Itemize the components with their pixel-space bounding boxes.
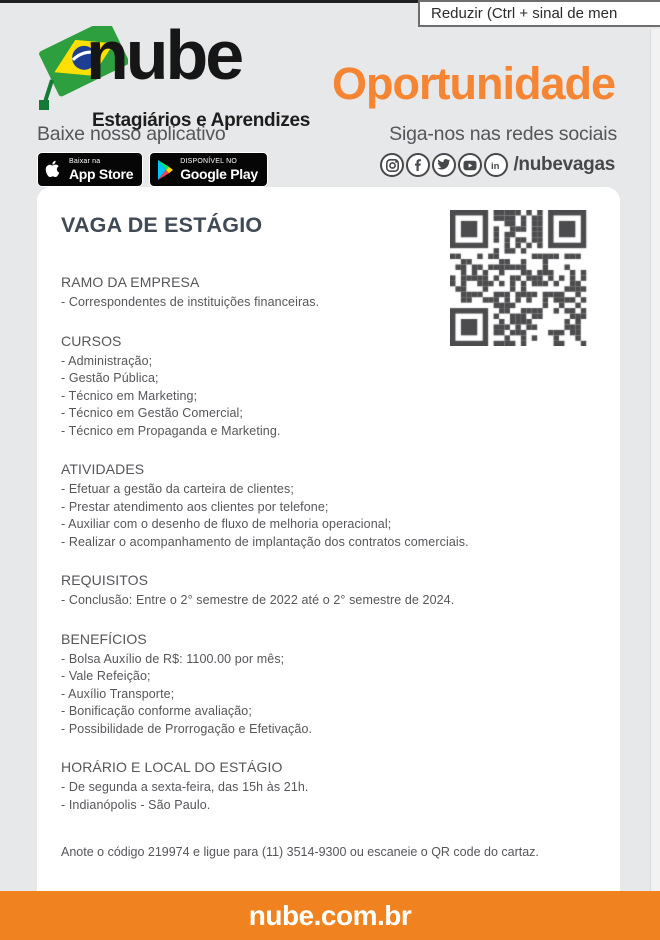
section-heading: HORÁRIO E LOCAL DO ESTÁGIO bbox=[61, 759, 283, 775]
app-store-badge-label: App Store bbox=[69, 166, 134, 182]
section-heading: RAMO DA EMPRESA bbox=[61, 274, 200, 290]
logo-tagline: Estagiários e Aprendizes bbox=[92, 110, 311, 131]
section-item: - Correspondentes de instituições financeiras. bbox=[61, 295, 320, 309]
google-play-badge[interactable] bbox=[149, 152, 268, 187]
apple-icon bbox=[45, 159, 63, 180]
footer-bar bbox=[0, 891, 660, 940]
section-item: - Realizar o acompanhamento de implantação dos contratos comerciais. bbox=[61, 534, 469, 549]
section-item: - Bonificação conforme avaliação; bbox=[61, 704, 252, 718]
section-item: - De segunda a sexta-feira, das 15h às 21h. bbox=[61, 780, 309, 794]
svg-text:in: in bbox=[490, 161, 500, 171]
poster-title: VAGA DE ESTÁGIO bbox=[61, 213, 263, 237]
zoom-out-tooltip bbox=[418, 0, 660, 27]
section-item: - Vale Refeição; bbox=[61, 669, 151, 683]
section-heading: ATIVIDADES bbox=[61, 461, 145, 477]
poster-section bbox=[61, 332, 451, 441]
vertical-scrollbar[interactable] bbox=[650, 29, 660, 891]
google-play-badge-label: Google Play bbox=[180, 166, 258, 182]
section-item: - Auxiliar com o desenho de fluxo de melhoria operacional; bbox=[61, 517, 392, 531]
opportunity-heading: Oportunidade bbox=[332, 58, 615, 109]
section-item: - Técnico em Gestão Comercial; bbox=[61, 406, 243, 420]
linkedin-icon[interactable] bbox=[484, 153, 508, 177]
footer-url: nube.com.br bbox=[248, 899, 412, 931]
social-handle: /nubevagas bbox=[513, 154, 615, 175]
twitter-icon[interactable] bbox=[432, 153, 456, 177]
poster-section bbox=[61, 758, 581, 814]
section-item: - Auxílio Transporte; bbox=[61, 686, 175, 701]
section-item: - Bolsa Auxílio de R$: 1100.00 por mês; bbox=[61, 651, 285, 666]
section-heading: REQUISITOS bbox=[61, 572, 149, 588]
section-item: - Técnico em Propaganda e Marketing. bbox=[61, 423, 281, 438]
window-top-edge bbox=[0, 0, 420, 3]
poster-section bbox=[61, 460, 581, 551]
facebook-icon[interactable] bbox=[406, 153, 430, 177]
section-heading: CURSOS bbox=[61, 332, 122, 349]
qr-code bbox=[450, 210, 590, 346]
store-badges bbox=[37, 152, 268, 187]
tooltip-text: Reduzir (Ctrl + sinal de men bbox=[431, 5, 618, 22]
poster-section bbox=[61, 630, 581, 739]
poster-sections bbox=[61, 273, 590, 814]
section-item: - Administração; bbox=[61, 353, 153, 368]
job-poster-card bbox=[37, 187, 620, 891]
youtube-icon[interactable] bbox=[458, 153, 482, 177]
section-item: - Conclusão: Entre o 2° semestre de 2022 até o 2° semestre de 2024. bbox=[61, 593, 455, 607]
section-item: - Gestão Pública; bbox=[61, 371, 159, 385]
social-icons-row bbox=[380, 153, 615, 177]
google-play-icon bbox=[157, 160, 174, 180]
section-item: - Técnico em Marketing; bbox=[61, 388, 198, 403]
social-follow-prompt: Siga-nos nas redes sociais bbox=[389, 123, 617, 145]
poster-section bbox=[61, 273, 451, 312]
section-heading: BENEFÍCIOS bbox=[61, 630, 147, 647]
poster-section bbox=[61, 571, 581, 610]
app-download-prompt: Baixe nosso aplicativo bbox=[37, 123, 226, 145]
section-item: - Prestar atendimento aos clientes por telefone; bbox=[61, 499, 329, 514]
section-item: - Indianópolis - São Paulo. bbox=[61, 797, 211, 812]
section-item: - Possibilidade de Prorrogação e Efetivação. bbox=[61, 721, 313, 736]
instagram-icon[interactable] bbox=[380, 153, 404, 177]
nube-logo: nube bbox=[86, 16, 242, 94]
google-play-badge-small-text: DISPONÍVEL NO bbox=[180, 158, 238, 165]
app-store-badge-small-text: Baixar na bbox=[69, 158, 101, 165]
app-store-badge[interactable] bbox=[37, 152, 143, 187]
section-item: - Efetuar a gestão da carteira de clientes; bbox=[61, 482, 294, 496]
poster-note: Anote o código 219974 e ligue para (11) 3514-9300 ou escaneie o QR code do cartaz. bbox=[61, 845, 539, 859]
